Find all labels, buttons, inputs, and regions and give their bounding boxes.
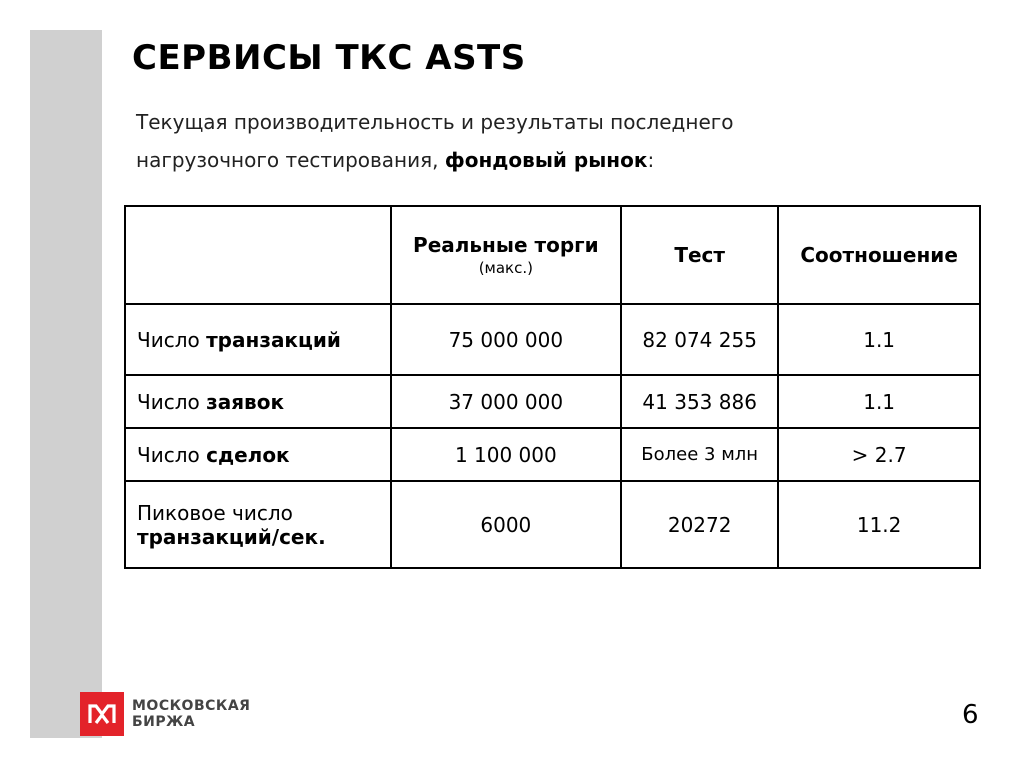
moex-logo [80, 692, 250, 736]
header-real-trading-sub: (макс.) [478, 259, 533, 277]
row-label-bold: заявок [206, 389, 285, 414]
cell-ratio: 11.2 [778, 481, 980, 568]
row-label-text: Число [137, 327, 207, 352]
table-row [125, 375, 980, 428]
slide-subtitle [136, 103, 836, 179]
row-label-text: Число [137, 389, 207, 414]
logo-line-1: МОСКОВСКАЯ [132, 698, 251, 714]
row-label [125, 304, 391, 375]
row-label-bold: транзакций/сек. [137, 524, 326, 549]
moex-logo-icon [80, 692, 124, 736]
performance-table [124, 205, 981, 569]
subtitle-bold: фондовый рынок [444, 148, 648, 172]
cell-real: 1 100 000 [391, 428, 621, 481]
cell-test: Более 3 млн [621, 428, 778, 481]
cell-test: 41 353 886 [621, 375, 778, 428]
table-row [125, 481, 980, 568]
logo-line-2: БИРЖА [132, 714, 196, 730]
cell-test: 20272 [621, 481, 778, 568]
subtitle-text: Текущая производительность и результаты последнего нагрузочного тестирования, [136, 110, 734, 172]
cell-ratio: > 2.7 [778, 428, 980, 481]
row-label-bold: сделок [206, 442, 290, 467]
subtitle-tail: : [647, 148, 655, 172]
header-empty-cell [125, 206, 391, 304]
row-label-bold: транзакций [206, 327, 341, 352]
side-decoration-bar [30, 30, 102, 738]
row-label [125, 375, 391, 428]
cell-ratio: 1.1 [778, 375, 980, 428]
cell-real: 75 000 000 [391, 304, 621, 375]
header-ratio: Соотношение [778, 206, 980, 304]
moex-logo-text [132, 698, 250, 730]
header-test: Тест [621, 206, 778, 304]
row-label [125, 481, 391, 568]
table-row [125, 304, 980, 375]
table-header-row [125, 206, 980, 304]
cell-real: 6000 [391, 481, 621, 568]
header-real-trading [391, 206, 621, 304]
cell-ratio: 1.1 [778, 304, 980, 375]
table-row [125, 428, 980, 481]
page-number: 6 [962, 700, 979, 730]
slide-title: СЕРВИСЫ ТКС ASTS [132, 38, 526, 78]
header-real-trading-label: Реальные торги [413, 233, 599, 257]
row-label-text: Число [137, 442, 207, 467]
row-label [125, 428, 391, 481]
row-label-text: Пиковое число [137, 500, 293, 525]
cell-real: 37 000 000 [391, 375, 621, 428]
cell-test: 82 074 255 [621, 304, 778, 375]
